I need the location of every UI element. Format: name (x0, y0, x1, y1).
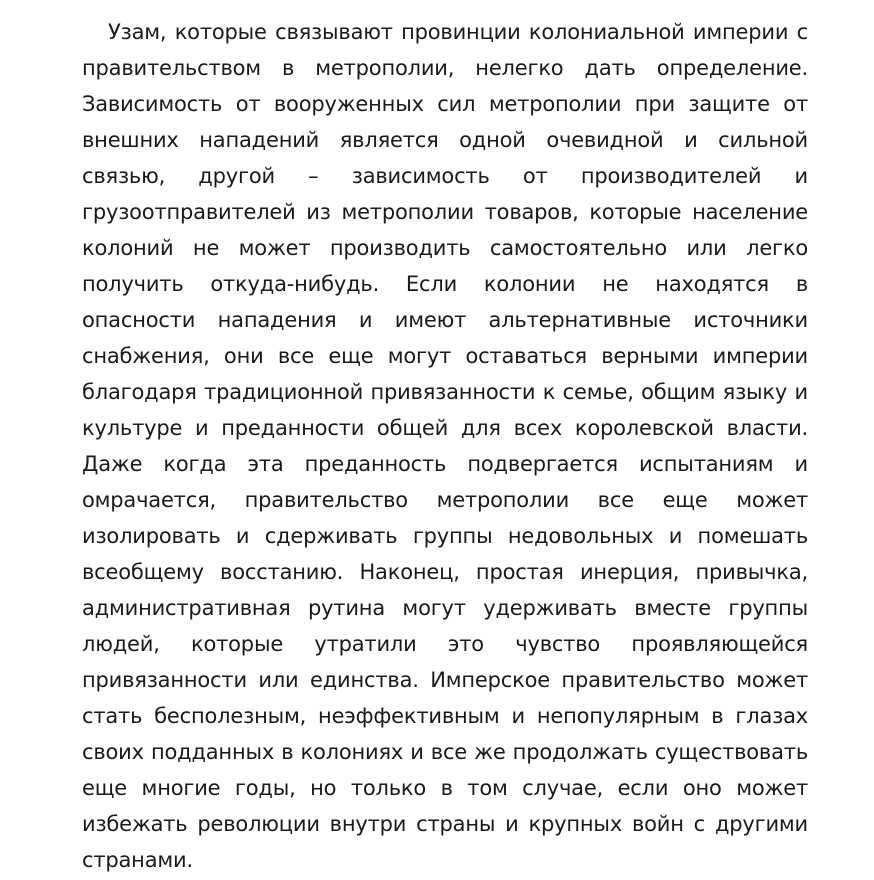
body-paragraph: Узам, которые связывают провинции колониальной империи с правительством в метрополии, нелегко дать определение. Зависимость от вооруженных сил метрополии при защите от внешних нападений является одной очевидной и сильной связью, другой – зависимость от производителей и грузоотправителей из метрополии товаров, которые население колоний не может производить самостоятельно или легко получить откуда-нибудь. Если колонии не находятся в опасности нападения и имеют альтернативные источники снабжения, они все еще могут оставаться верными империи благодаря традиционной привязанности к семье, общим языку и культуре и преданности общей для всех королевской власти. Даже когда эта преданность подвергается испытаниям и омрачается, правительство метрополии все еще может изолировать и сдерживать группы недовольных и помешать всеобщему восстанию. Наконец, простая инерция, привычка, административная рутина могут удерживать вместе группы людей, которые утратили это чувство проявляющейся привязанности или единства. Имперское правительство может стать бесполезным, неэффективным и непопулярным в глазах своих подданных в колониях и все же продолжать существовать еще многие годы, но только в том случае, если оно может избежать революции внутри страны и крупных войн с другими странами. (82, 20, 808, 872)
document-page (82, 14, 808, 878)
